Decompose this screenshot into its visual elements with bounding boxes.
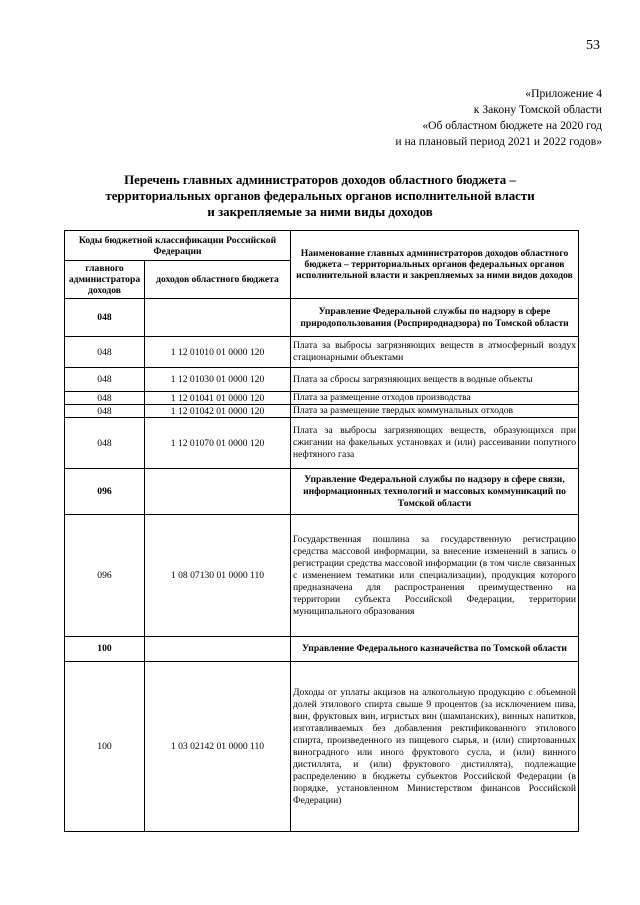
agency-name-cell: Управление Федерального казначейства по Томской области bbox=[291, 637, 579, 662]
agency-row bbox=[65, 299, 579, 337]
header-budget-codes: Коды бюджетной классификации Российской Федерации bbox=[65, 231, 291, 261]
table-row bbox=[65, 337, 579, 368]
table-row bbox=[65, 418, 579, 469]
revenue-code-cell: 1 12 01042 01 0000 120 bbox=[145, 405, 291, 418]
admin-code-cell: 048 bbox=[65, 392, 145, 405]
header-name: Наименование главных администраторов доходов областного бюджета – территориальных органов федеральных органов исполнительной власти и закрепляемых за ними видов доходов bbox=[291, 231, 579, 299]
admin-code-cell: 048 bbox=[65, 299, 145, 337]
revenue-code-cell bbox=[145, 469, 291, 515]
revenue-code-cell: 1 12 01030 01 0000 120 bbox=[145, 368, 291, 392]
appendix-note bbox=[395, 86, 602, 150]
revenue-description-cell: Плата за размещение твердых коммунальных отходов bbox=[291, 405, 579, 418]
title-line: и закрепляемые за ними виды доходов bbox=[207, 205, 433, 219]
agency-name-cell: Управление Федеральной службы по надзору в сфере природопользования (Росприроднадзора) по Томской области bbox=[291, 299, 579, 337]
admin-code-cell: 100 bbox=[65, 637, 145, 662]
agency-row bbox=[65, 469, 579, 515]
admin-code-cell: 100 bbox=[65, 662, 145, 832]
header-admin-code: главного администратора доходов bbox=[65, 261, 145, 299]
revenue-code-cell bbox=[145, 299, 291, 337]
title-line: Перечень главных администраторов доходов областного бюджета – bbox=[124, 173, 516, 187]
admin-code-cell: 048 bbox=[65, 418, 145, 469]
admin-code-cell: 096 bbox=[65, 515, 145, 637]
table-row bbox=[65, 515, 579, 637]
revenue-code-cell: 1 12 01070 01 0000 120 bbox=[145, 418, 291, 469]
appendix-line: «Приложение 4 bbox=[525, 87, 602, 100]
title-line: территориальных органов федеральных органов исполнительной власти bbox=[105, 189, 535, 203]
appendix-line: «Об областном бюджете на 2020 год bbox=[422, 119, 602, 132]
agency-row bbox=[65, 637, 579, 662]
revenue-code-cell: 1 08 07130 01 0000 110 bbox=[145, 515, 291, 637]
page-number: 53 bbox=[586, 38, 600, 53]
table-row bbox=[65, 368, 579, 392]
revenue-description-cell: Плата за выбросы загрязняющих веществ в атмосферный воздух стационарными объектами bbox=[291, 337, 579, 368]
revenue-administrators-table bbox=[64, 230, 579, 832]
appendix-line: к Закону Томской области bbox=[473, 103, 602, 116]
admin-code-cell: 048 bbox=[65, 368, 145, 392]
table-row bbox=[65, 662, 579, 832]
revenue-description-cell: Доходы от уплаты акцизов на алкогольную продукцию с объемной долей этилового спирта свыше 9 процентов (за исключением пива, вин, фруктовых вин, игристых вин (шампанских), винных напитков, изготавливаемых без добавления ректификованного этилового спирта, произведенного из пищевого сырья, и (или) спиртованных виноградного или иного фруктового сусла, и (или) винного дистиллята, и (или) фруктового дистиллята), подлежащие распределению в бюджеты субъектов Российской Федерации (в порядке, установленном Министерством финансов Российской Федерации) bbox=[291, 662, 579, 832]
header-revenue-code: доходов областного бюджета bbox=[145, 261, 291, 299]
table-row bbox=[65, 392, 579, 405]
revenue-code-cell: 1 03 02142 01 0000 110 bbox=[145, 662, 291, 832]
document-title bbox=[60, 172, 580, 220]
revenue-code-cell: 1 12 01041 01 0000 120 bbox=[145, 392, 291, 405]
revenue-code-cell bbox=[145, 637, 291, 662]
admin-code-cell: 048 bbox=[65, 405, 145, 418]
table-row bbox=[65, 405, 579, 418]
appendix-line: и на плановый период 2021 и 2022 годов» bbox=[395, 135, 602, 148]
revenue-description-cell: Плата за размещение отходов производства bbox=[291, 392, 579, 405]
admin-code-cell: 096 bbox=[65, 469, 145, 515]
revenue-description-cell: Плата за выбросы загрязняющих веществ, образующихся при сжигании на факельных установках и (или) рассеивании попутного нефтяного газа bbox=[291, 418, 579, 469]
admin-code-cell: 048 bbox=[65, 337, 145, 368]
agency-name-cell: Управление Федеральной службы по надзору в сфере связи, информационных технологий и массовых коммуникаций по Томской области bbox=[291, 469, 579, 515]
revenue-code-cell: 1 12 01010 01 0000 120 bbox=[145, 337, 291, 368]
revenue-description-cell: Государственная пошлина за государственную регистрацию средства массовой информации, за внесение изменений в запись о регистрации средства массовой информации (в том числе связанных с изменением тематики или специализации), продукция которого предназначена для распространения преимущественно на территории субъекта Российской Федерации, территории муниципального образования bbox=[291, 515, 579, 637]
revenue-description-cell: Плата за сбросы загрязняющих веществ в водные объекты bbox=[291, 368, 579, 392]
